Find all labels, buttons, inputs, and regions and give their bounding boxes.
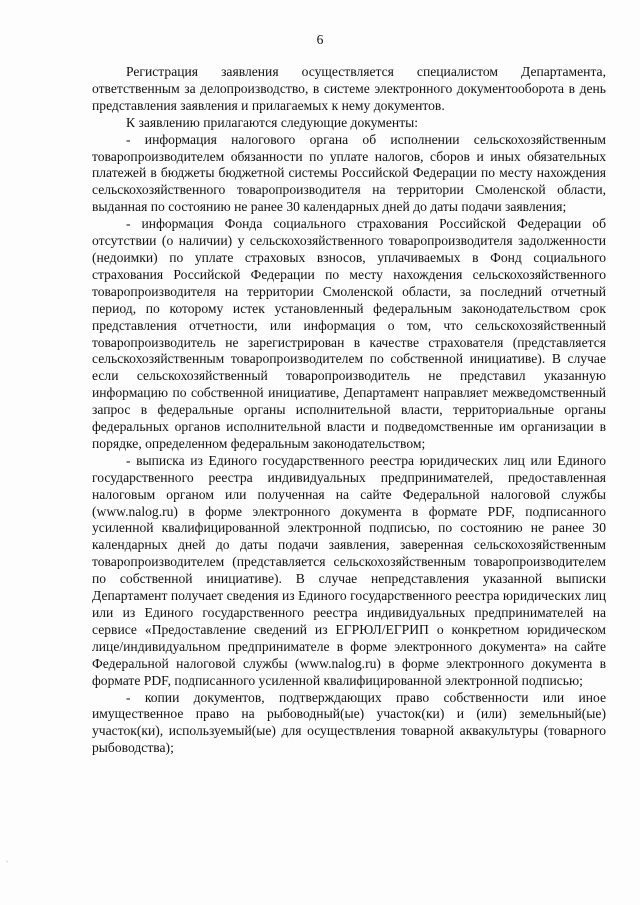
- document-body: [92, 64, 606, 757]
- paragraph-registration: Регистрация заявления осуществляется специалистом Департамента, ответственным за делопроизводство, в системе электронного документооборота в день представления заявления и прилагаемых к нему документов.: [92, 64, 606, 113]
- paragraph-property-documents: - копии документов, подтверждающих право собственности или иное имущественное право на рыбоводный(ые) участок(ки) и (или) земельный(ые) участок(ки), используемый(ые) для осуществления товарной аквакультуры (товарного рыбоводства);: [92, 689, 606, 756]
- paragraph-social-insurance-info: - информация Фонда социального страхования Российской Федерации об отсутствии (о наличии) у сельскохозяйственного товаропроизводителя задолженности (недоимки) по уплате страховых взносов, уплачиваемых в Фонд социального страхования Российской Федерации по месту нахождения сельскохозяйственного товаропроизводителя на территории Смоленской области, за последний отчетный период, по которому истек установленный федеральным законодательством срок представления отчетности, или информация о том, что сельскохозяйственный товаропроизводитель не зарегистрирован в качестве страхователя (представляется сельскохозяйственным товаропроизводителем по собственной инициативе). В случае если сельскохозяйственный товаропроизводитель не представил указанную информацию по собственной инициативе, Департамент направляет межведомственный запрос в федеральные органы исполнительной власти, территориальные органы федеральных органов исполнительной власти и подведомственные им организации в порядке, определенном федеральным законодательством;: [92, 216, 606, 451]
- paragraph-tax-info: - информация налогового органа об исполнении сельскохозяйственным товаропроизводителем обязанности по уплате налогов, сборов и иных обязательных платежей в бюджеты бюджетной системы Российской Федерации по месту нахождения сельскохозяйственного товаропроизводителя на территории Смоленской области, выданная по состоянию не ранее 30 календарных дней до даты подачи заявления;: [92, 131, 606, 215]
- paragraph-registry-extract: - выписка из Единого государственного реестра юридических лиц или Единого государственного реестра индивидуальных предпринимателей, предоставленная налоговым органом или полученная на сайте Федеральной налоговой службы (www.nalog.ru) в форме электронного документа в формате PDF, подписанного усиленной квалифицированной электронной подписью, по состоянию не ранее 30 календарных дней до даты подачи заявления, заверенная сельскохозяйственным товаропроизводителем (представляется сельскохозяйственным товаропроизводителем по собственной инициативе). В случае непредставления указанной выписки Департамент получает сведения из Единого государственного реестра юридических лиц или из Единого государственного реестра индивидуальных предпринимателей на сервисе «Предоставление сведений из ЕГРЮЛ/ЕГРИП о конкретном юридическом лице/индивидуальном предпринимателе в форме электронного документа» на сайте Федеральной налоговой службы (www.nalog.ru) в форме электронного документа в формате PDF, подписанного усиленной квалифицированной электронной подписью;: [92, 452, 606, 688]
- scan-artifact: ˊ: [4, 859, 15, 867]
- page-number: 6: [316, 32, 324, 47]
- paragraph-attachments-intro: К заявлению прилагаются следующие документы:: [126, 114, 419, 130]
